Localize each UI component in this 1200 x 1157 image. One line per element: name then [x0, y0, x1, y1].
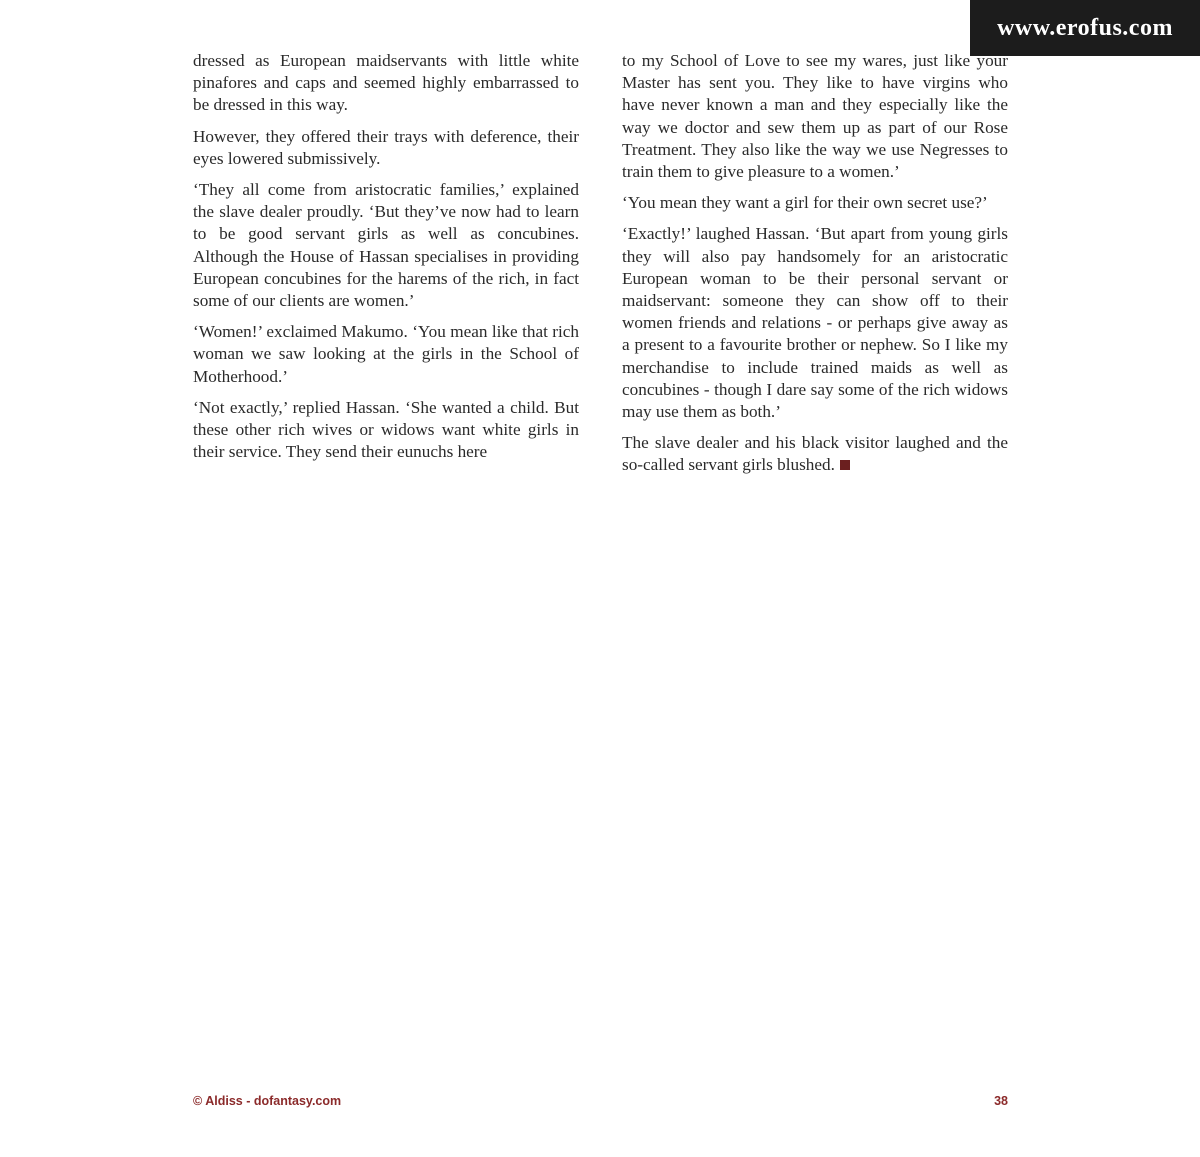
paragraph: ‘You mean they want a girl for their own secret use?’: [622, 193, 988, 213]
watermark-text: www.erofus.com: [997, 14, 1173, 41]
paragraph: dressed as European maidservants with little white pinafores and caps and seemed highly embarrassed to be dressed in this way.: [193, 51, 579, 115]
watermark: [970, 0, 1200, 56]
paragraph: ‘Not exactly,’ replied Hassan. ‘She wanted a child. But these other rich wives or widows want white girls in their service. They send their eunuchs here: [193, 397, 579, 462]
footer-copyright: © Aldiss - dofantasy.com: [193, 1094, 342, 1108]
end-of-article-square-icon: [840, 460, 850, 470]
text-column-left: [193, 50, 579, 472]
paragraph: to my School of Love to see my wares, just like your Master has sent you. They like to have virgins who have never known a man and they especially like the way we doctor and sew them up as part of our Rose Treatment. They also like the way we use Negresses to train them to give pleasure to a women.’: [622, 51, 1008, 182]
paragraph-final-text: The slave dealer and his black visitor laughed and the so-called servant girls blushed.: [622, 433, 1008, 475]
paragraph: However, they offered their trays with deference, their eyes lowered submissively.: [193, 126, 579, 168]
page-number: 38: [994, 1094, 1008, 1108]
paragraph: ‘They all come from aristocratic families,’ explained the slave dealer proudly. ‘But they’ve now had to learn to be good servant girls as well as concubines. Although the House of Hassan specialises in providing European concubines for the harems of the rich, in fact some of our clients are women.’: [193, 180, 579, 311]
text-column-right: [622, 50, 1008, 486]
paragraph-final: [622, 432, 1008, 476]
paragraph: ‘Exactly!’ laughed Hassan. ‘But apart from young girls they will also pay handsomely for an aristocratic European woman to be their personal servant or maidservant: someone they can show off to their women friends and relations - or perhaps give away as a present to a favourite brother or nephew. So I like my merchandise to include trained maids as well as concubines - though I dare say some of the rich widows may use them as both.’: [622, 224, 1008, 422]
paragraph: ‘Women!’ exclaimed Makumo. ‘You mean like that rich woman we saw looking at the girls in the School of Motherhood.’: [193, 322, 579, 386]
